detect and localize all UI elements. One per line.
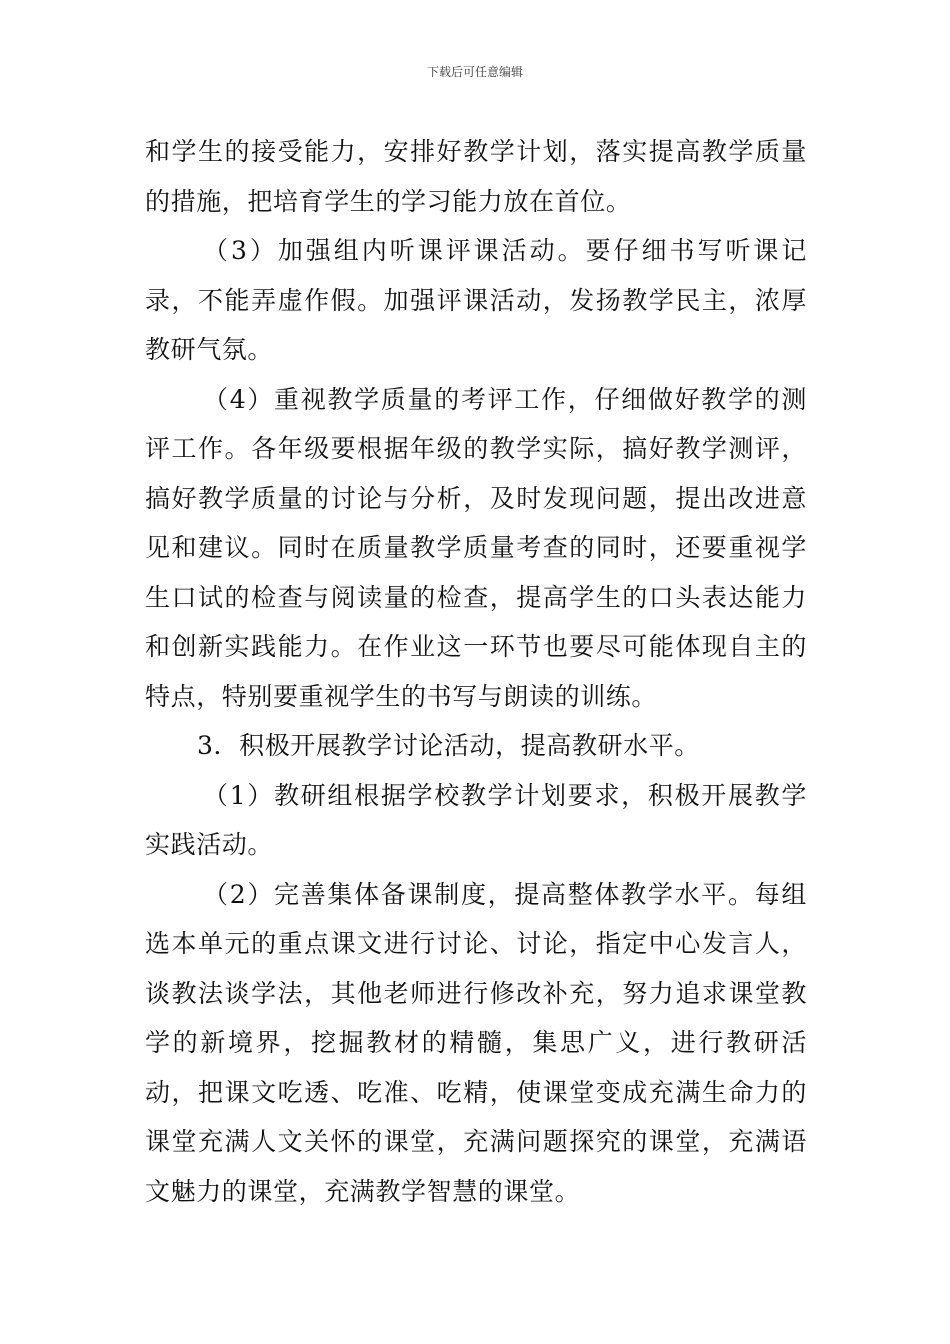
paragraph-sub-1: （1）教研组根据学校教学计划要求，积极开展教学实践活动。 xyxy=(145,780,807,859)
page-header: 下载后可任意编辑 xyxy=(426,65,523,79)
paragraph-item-4: （4）重视教学质量的考评工作，仔细做好教学的测评工作。各年级要根据年级的教学实际，搞好教学测评，搞好教学质量的讨论与分析，及时发现问题，提出改进意见和建议。同时在质量教学质量考查的同时，还要重视学生口试的检查与阅读量的检查，提高学生的口头表达能力和创新实践能力。在作业这一环节也要尽可能体现自主的特点，特别要重视学生的书写与朗读的训练。 xyxy=(145,384,807,711)
paragraph-continuation: 和学生的接受能力，安排好教学计划，落实提高教学质量的措施，把培育学生的学习能力放在首位。 xyxy=(145,137,807,216)
section-heading-3: 3．积极开展教学讨论活动，提高教研水平。 xyxy=(197,731,700,760)
paragraph-sub-2: （2）完善集体备课制度，提高整体教学水平。每组选本单元的重点课文进行讨论、讨论，指定中心发言人，谈教法谈学法，其他老师进行修改补充，努力追求课堂教学的新境界，挖掘教材的精髓，集思广义，进行教研活动，把课文吃透、吃准、吃精，使课堂变成充满生命力的课堂充满人文关怀的课堂，充满问题探究的课堂，充满语文魅力的课堂，充满教学智慧的课堂。 xyxy=(145,879,807,1206)
paragraph-item-3: （3）加强组内听课评课活动。要仔细书写听课记录，不能弄虚作假。加强评课活动，发扬教学民主，浓厚教研气氛。 xyxy=(145,236,807,364)
document-body xyxy=(145,127,807,1216)
